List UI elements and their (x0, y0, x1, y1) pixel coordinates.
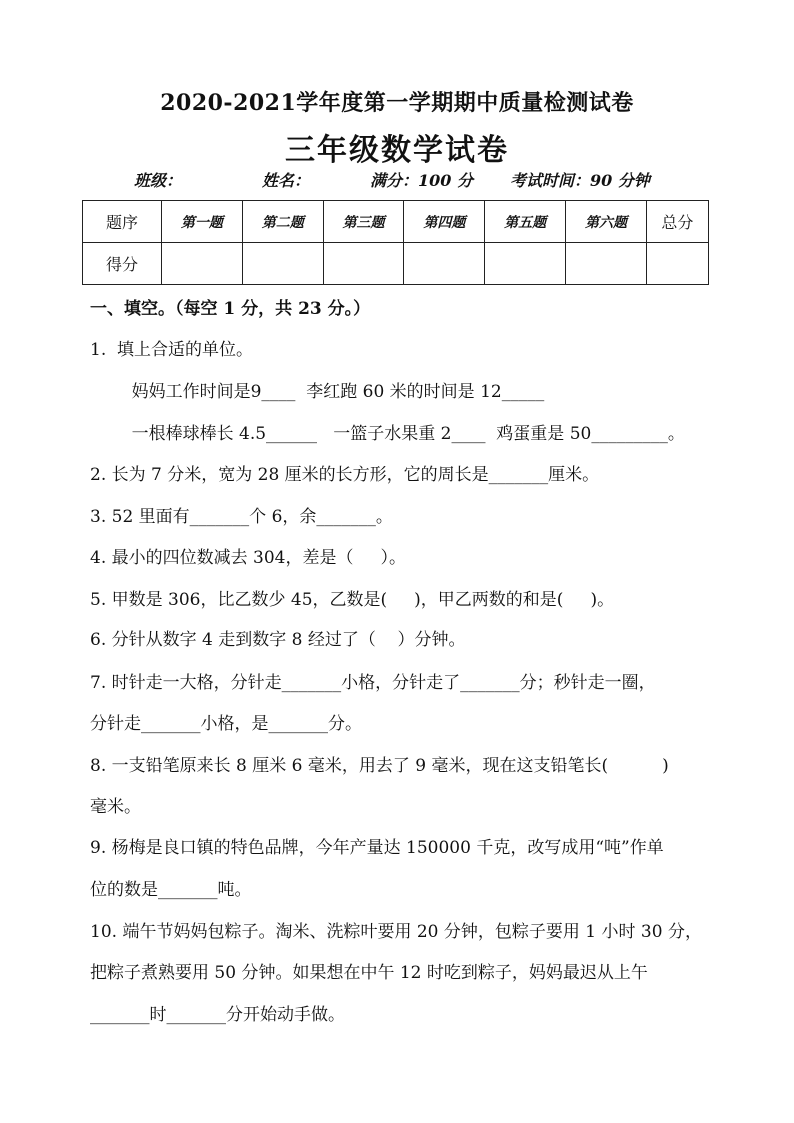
score-table (82, 200, 709, 285)
class-label: 班级： (134, 171, 183, 190)
exam-info-row (0, 168, 794, 192)
score-table-header-row (83, 201, 709, 243)
question-line: 7. 时针走一大格，分针走_______小格，分针走了_______分；秒针走一圈， (90, 673, 656, 693)
question-line: 10. 端午节妈妈包粽子。淘米、洗粽叶要用 20 分钟，包粽子要用 1 小时 30 分， (90, 922, 702, 942)
score-cell (646, 243, 708, 285)
question-line: 毫米。 (90, 797, 141, 817)
score-table-score-row (83, 243, 709, 285)
question-line: 1. 填上合适的单位。 (90, 340, 254, 360)
exam-time-label: 考试时间：90 分钟 (510, 171, 650, 190)
header-cell-q2: 第二题 (242, 201, 323, 243)
score-cell (485, 243, 566, 285)
question-line: _______时_______分开始动手做。 (90, 1005, 345, 1025)
question-line: 位的数是_______吨。 (90, 880, 252, 900)
header-cell-q5: 第五题 (485, 201, 566, 243)
question-line: 6. 分针从数字 4 走到数字 8 经过了（ ）分钟。 (90, 630, 466, 650)
score-cell (566, 243, 647, 285)
exam-subtitle: 三年级数学试卷 (285, 133, 509, 168)
name-label: 姓名： (262, 171, 311, 190)
question-line: 8. 一支铅笔原来长 8 厘米 6 毫米，用去了 9 毫米，现在这支铅笔长( ) (90, 756, 669, 776)
exam-title: 2020-2021学年度第一学期期中质量检测试卷 (160, 90, 634, 116)
question-line: 5. 甲数是 306，比乙数少 45，乙数是( )，甲乙两数的和是( )。 (90, 590, 615, 610)
question-line: 妈妈工作时间是9____ 李红跑 60 米的时间是 12_____ (110, 382, 545, 402)
score-cell (162, 243, 243, 285)
score-row-label: 得分 (83, 243, 162, 285)
score-cell (323, 243, 404, 285)
score-cell (404, 243, 485, 285)
full-score-label: 满分：100 分 (370, 171, 473, 190)
header-cell-q4: 第四题 (404, 201, 485, 243)
section-title-fill-in: 一、填空。（每空 1 分，共 23 分。） (90, 299, 371, 319)
question-line: 3. 52 里面有_______个 6，余_______。 (90, 507, 393, 527)
header-cell-q3: 第三题 (323, 201, 404, 243)
question-line: 2. 长为 7 分米，宽为 28 厘米的长方形，它的周长是_______厘米。 (90, 465, 600, 485)
header-cell-q1: 第一题 (162, 201, 243, 243)
question-line: 分针走_______小格，是_______分。 (90, 714, 362, 734)
question-line: 把粽子煮熟要用 50 分钟。如果想在中午 12 时吃到粽子，妈妈最迟从上午 (90, 963, 648, 983)
header-cell-question: 题序 (83, 201, 162, 243)
question-line: 4. 最小的四位数减去 304，差是（ ）。 (90, 548, 406, 568)
question-line: 一根棒球棒长 4.5______ 一篮子水果重 2____ 鸡蛋重是 50_________。 (110, 424, 685, 444)
question-line: 9. 杨梅是良口镇的特色品牌，今年产量达 150000 千克，改写成用“吨”作单 (90, 838, 664, 858)
header-cell-total: 总分 (646, 201, 708, 243)
score-cell (242, 243, 323, 285)
header-cell-q6: 第六题 (566, 201, 647, 243)
